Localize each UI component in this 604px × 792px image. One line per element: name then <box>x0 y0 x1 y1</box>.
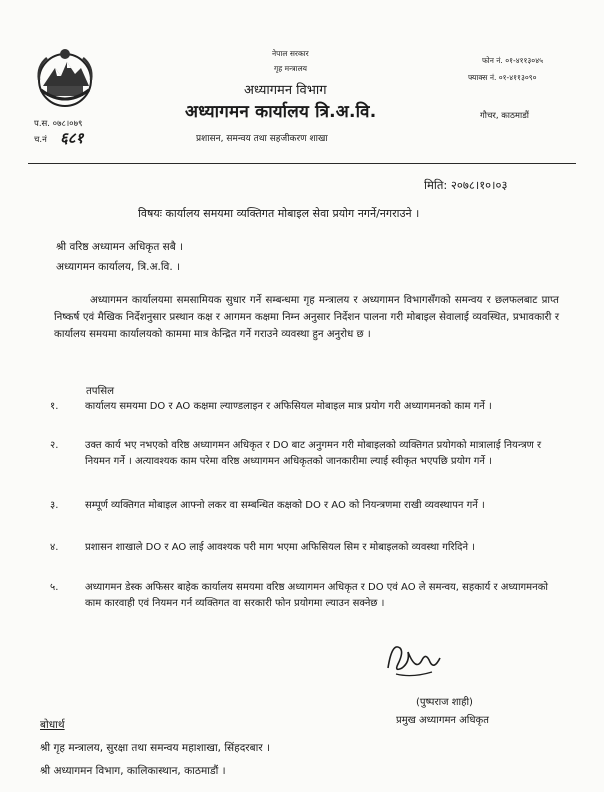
item-text: अध्यागमन डेस्क अफिसर बाहेक कार्यालय समयमा वरिष्ठ अध्यागमन अधिकृत र DO एवं AO ले समन्वय, सहकार्य र अध्यागमनको काम कारवाही एवं नियमन गर्न व्यक्तिगत वा सरकारी फोन प्रयोगमा ल्याउन सक्नेछ । <box>85 582 548 609</box>
addressee-line-2: अध्यागमन कार्यालय, त्रि.अ.वि. । <box>56 261 181 273</box>
office-name: अध्यागमन कार्यालय त्रि.अ.वि. <box>185 102 377 122</box>
list-item <box>50 498 572 532</box>
item-number: ५. <box>50 582 59 593</box>
list-item <box>50 399 572 433</box>
list-item <box>50 438 572 490</box>
govt-name: नेपाल सरकार <box>272 49 309 58</box>
tapsil-heading: तपसिल <box>86 386 115 397</box>
ps-number: प.स. ०७८।०७९ <box>34 119 83 129</box>
chalani-number: ६८१ <box>60 129 84 147</box>
cc-line-1: श्री गृह मन्त्रालय, सुरक्षा तथा समन्वय महाशाखा, सिंहदरबार । <box>40 742 270 754</box>
ministry-name: गृह मन्त्रालय <box>274 64 308 73</box>
letter-date: मिति: २०७८।१०।०३ <box>424 178 508 192</box>
department-name: अध्यागमन विभाग <box>244 83 327 98</box>
body-paragraph <box>54 292 559 343</box>
cc-line-2: श्री अध्यागमन विभाग, कालिकास्थान, काठमाडौं । <box>40 765 226 777</box>
bodharth-label: बोधार्थ <box>40 719 65 731</box>
signatory-name: (पुष्पराज शाही) <box>416 697 473 708</box>
item-text: सम्पूर्ण व्यक्तिगत मोबाइल आफ्नो लकर वा सम्बन्धित कक्षको DO र AO को नियन्त्रणमा राखी व्यवस्थापन गर्ने । <box>85 500 485 511</box>
item-text: कार्यालय समयमा DO र AO कक्षमा ल्याण्डलाइन र अफिसियल मोबाइल मात्र प्रयोग गरी अध्यागमनको काम गर्ने । <box>85 401 492 412</box>
list-item <box>50 540 572 574</box>
list-item <box>50 580 572 632</box>
subject-line: विषयः कार्यालय समयमा व्यक्तिगत मोबाइल सेवा प्रयोग नगर्ने/नगराउने । <box>138 207 420 220</box>
item-number: २. <box>50 440 59 451</box>
signature-icon <box>382 638 446 682</box>
item-text: प्रशासन शाखाले DO र AO लाई आवश्यक परी माग भएमा अफिसियल सिम र मोबाइलको व्यवस्था गरिदिने । <box>85 542 475 553</box>
item-number: ३. <box>50 500 59 511</box>
chalani-label: च.नं <box>34 135 47 145</box>
item-number: ४. <box>50 542 59 553</box>
addressee-line-1: श्री वरिष्ठ अध्यामन अधिकृत सबै । <box>56 241 184 253</box>
item-number: १. <box>50 401 59 412</box>
phone-number: फोन नं. ०१-४११३०४५ <box>482 56 544 65</box>
signatory-title: प्रमुख अध्यागमन अधिकृत <box>396 715 489 726</box>
header-divider <box>28 163 576 164</box>
body-text: अध्यागमन कार्यालयमा समसामियक सुधार गर्ने सम्बन्धमा गृह मन्त्रालय र अध्यगामन विभागसँगको समन्वय र छलफलबाट प्राप्त निष्कर्ष एवं मैखिक निर्देशनुसार प्रस्थान कक्ष र आगमन कक्षमा निम्न अनुसार निर्देशन पालना गरी मोबाइल सेवालाई व्यवस्थित, प्रभावकारी र कार्यालय समयमा कार्यालयको काममा मात्र केन्द्रित गर्ने गराउने व्यवस्था हुन अनुरोध छ । <box>54 295 559 340</box>
fax-number: फ्याक्स नं. ०१-४११३०९० <box>468 73 537 82</box>
section-name: प्रशासन, समन्वय तथा सहजीकरण शाखा <box>196 134 328 144</box>
nepal-emblem-icon <box>33 46 97 110</box>
office-location: गौचर, काठमाडौं <box>480 111 529 121</box>
item-text: उक्त कार्य भए नभएको वरिष्ठ अध्यागमन अधिकृत र DO बाट अनुगमन गरी मोबाइलको व्यक्तिगत प्रयोगको मात्रालाई नियन्त्रण र नियमन गर्ने । अत्यावश्यक काम परेमा वरिष्ठ अध्यागमन अधिकृतको जानकारीमा ल्याई स्वीकृत भएपछि प्रयोग गर्ने । <box>85 440 542 467</box>
